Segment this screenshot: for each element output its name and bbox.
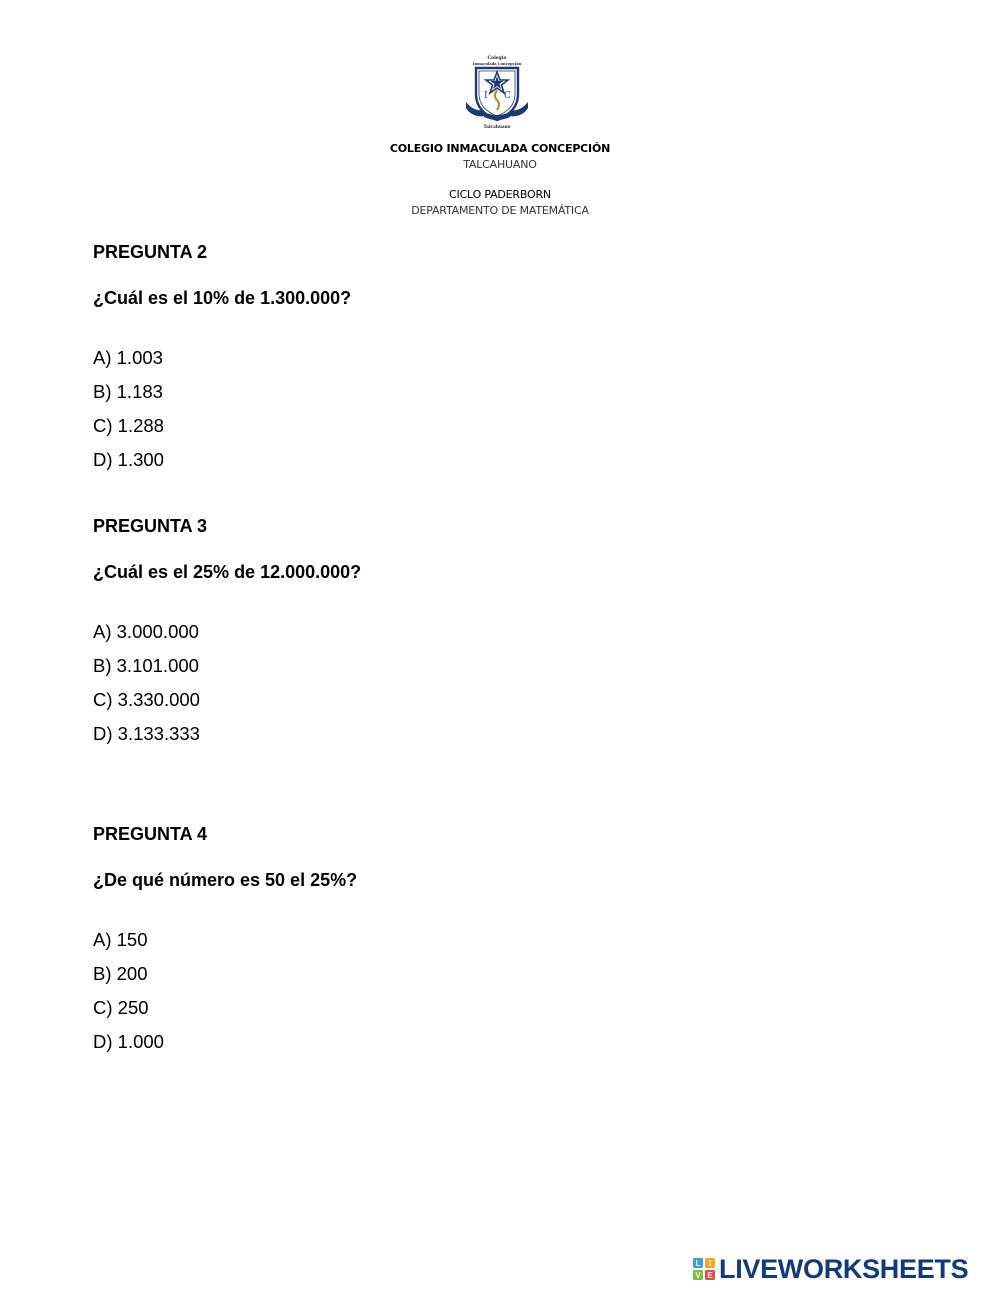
question-2-option-b[interactable]: B) 1.183 bbox=[93, 381, 163, 402]
question-4-option-b[interactable]: B) 200 bbox=[93, 963, 148, 984]
school-name: COLEGIO INMACULADA CONCEPCIÓN bbox=[389, 142, 611, 155]
logo-letter-i: I bbox=[708, 1259, 712, 1268]
crest-bottom-text: Talcahuano bbox=[483, 124, 511, 129]
question-3-option-b[interactable]: B) 3.101.000 bbox=[93, 655, 199, 676]
crest-arc-text: Inmaculada Concepción bbox=[472, 62, 522, 66]
crest-top-text: Colegio bbox=[487, 56, 507, 61]
crest-letter-i: I bbox=[484, 91, 488, 101]
question-2-option-c[interactable]: C) 1.288 bbox=[93, 415, 164, 436]
question-2-title: PREGUNTA 2 bbox=[93, 242, 208, 262]
question-3-title: PREGUNTA 3 bbox=[93, 516, 208, 536]
question-4-option-a[interactable]: A) 150 bbox=[93, 929, 148, 950]
question-3-text: ¿Cuál es el 25% de 12.000.000? bbox=[93, 562, 362, 582]
cycle-name: CICLO PADERBORN bbox=[449, 188, 551, 201]
question-2-text: ¿Cuál es el 10% de 1.300.000? bbox=[93, 288, 352, 308]
question-4-text: ¿De qué número es 50 el 25%? bbox=[93, 870, 358, 890]
department-name: DEPARTAMENTO DE MATEMÁTICA bbox=[411, 204, 589, 217]
logo-letter-v: V bbox=[695, 1271, 701, 1280]
question-3-option-c[interactable]: C) 3.330.000 bbox=[93, 689, 200, 710]
question-3-option-a[interactable]: A) 3.000.000 bbox=[93, 621, 199, 642]
question-4-option-d[interactable]: D) 1.000 bbox=[93, 1031, 164, 1052]
liveworksheets-brand bbox=[692, 1254, 968, 1284]
question-4-option-c[interactable]: C) 250 bbox=[93, 997, 149, 1018]
question-2-option-d[interactable]: D) 1.300 bbox=[93, 449, 164, 470]
question-2-option-a[interactable]: A) 1.003 bbox=[93, 347, 163, 368]
school-crest-logo bbox=[464, 52, 530, 130]
liveworksheets-wordmark: LIVEWORKSHEETS bbox=[719, 1253, 969, 1284]
liveworksheets-logo-icon bbox=[692, 1257, 716, 1281]
logo-letter-e: E bbox=[707, 1271, 713, 1280]
school-city: TALCAHUANO bbox=[463, 158, 537, 171]
crest-letter-c: C bbox=[504, 91, 511, 101]
logo-letter-l: L bbox=[695, 1259, 701, 1268]
question-4-title: PREGUNTA 4 bbox=[93, 824, 208, 844]
question-3-option-d[interactable]: D) 3.133.333 bbox=[93, 723, 200, 744]
